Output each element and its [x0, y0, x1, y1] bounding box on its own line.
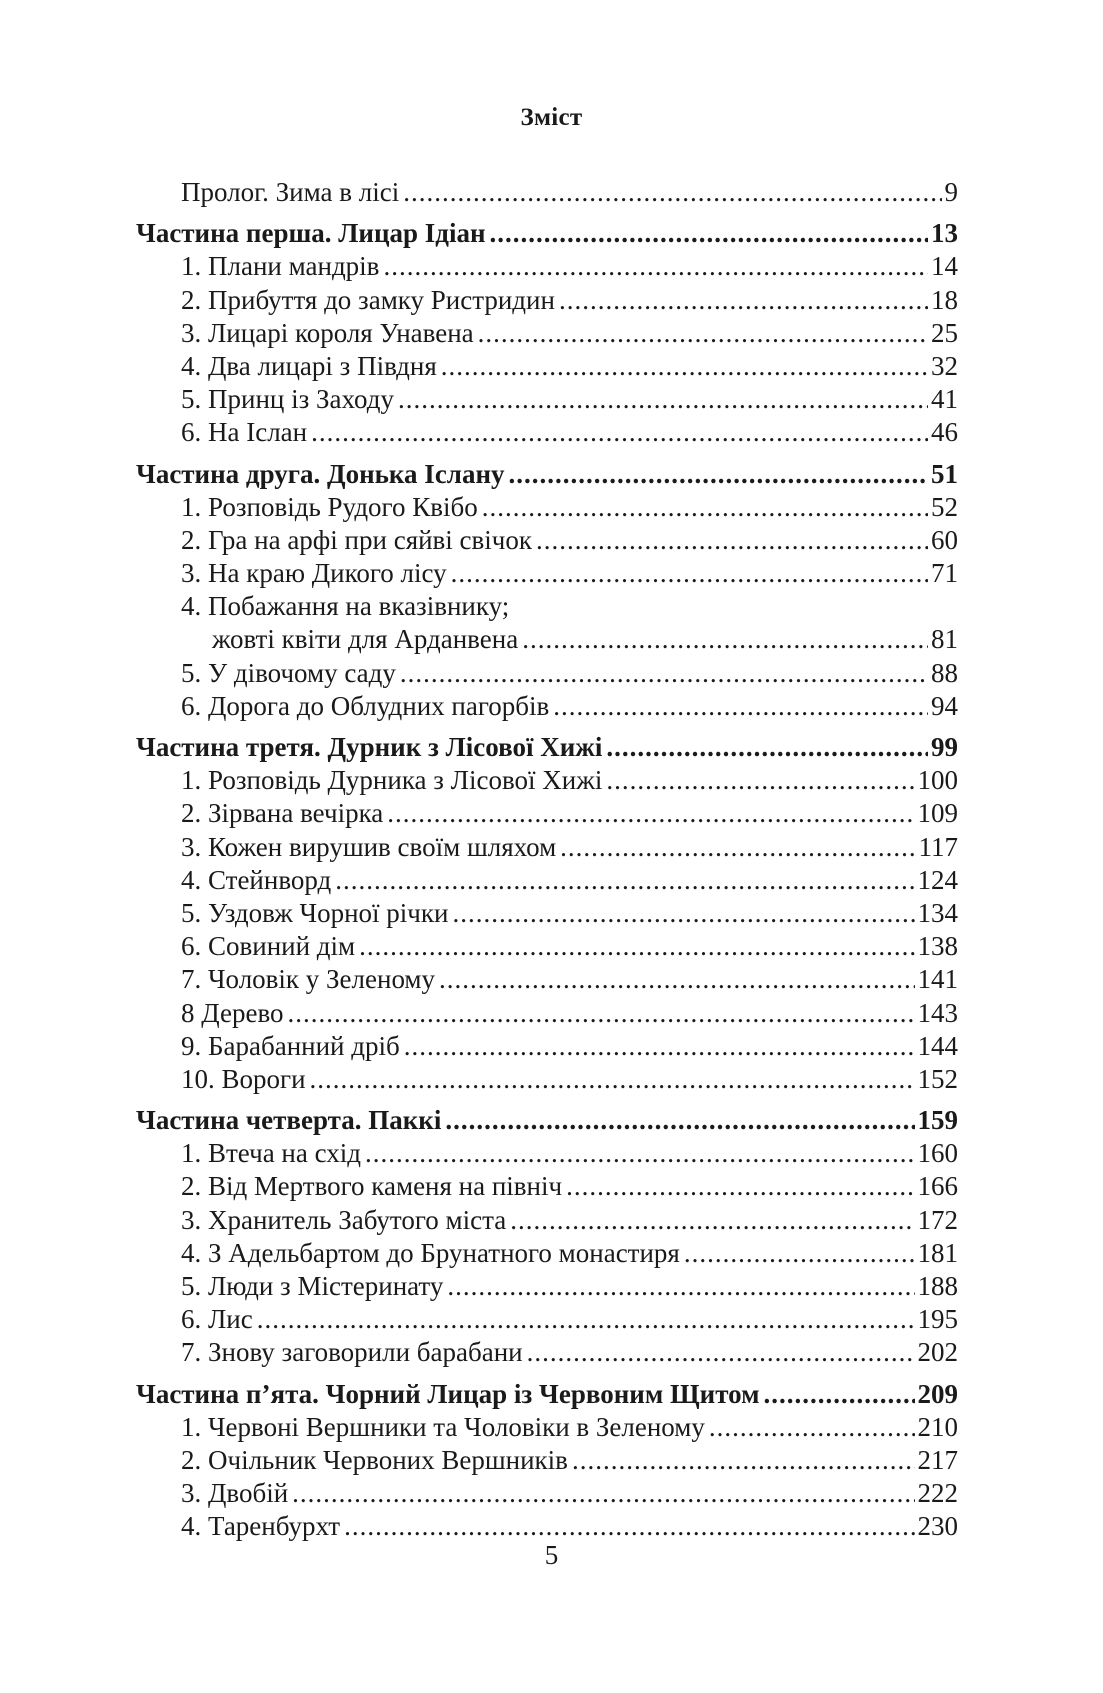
toc-part-label: Частина перша. Лицар Ідіан — [136, 218, 486, 249]
toc-entry — [136, 1510, 958, 1543]
dot-leader — [257, 1303, 915, 1336]
toc-part-label: Частина друга. Донька Іслану — [136, 458, 505, 489]
dot-leader — [606, 731, 928, 764]
toc-entry-label: 9. Барабанний дріб — [181, 1030, 400, 1061]
toc-entry-page: 138 — [917, 931, 958, 962]
toc-entry-label: 7. Знову заговорили барабани — [181, 1337, 523, 1368]
page-title: Зміст — [520, 104, 583, 131]
toc-part-page: 159 — [917, 1105, 958, 1136]
toc-entry-page: 32 — [931, 350, 958, 381]
toc-entry-page: 14 — [931, 251, 958, 282]
toc-entry — [136, 1063, 958, 1096]
toc-entry-page: 109 — [917, 798, 958, 829]
dot-leader — [439, 963, 914, 996]
toc-entry-label: Пролог. Зима в лісі — [181, 177, 400, 207]
dot-leader — [447, 1270, 914, 1303]
dot-leader — [606, 764, 914, 797]
toc-entry-label: 7. Чоловік у Зеленому — [181, 964, 436, 995]
toc-entry — [136, 1204, 958, 1237]
toc-entry-label: 4. Побажання на вказівнику; — [181, 591, 510, 622]
dot-leader — [482, 491, 928, 524]
dot-leader — [709, 1411, 915, 1444]
toc-entry-label: 1. Розповідь Рудого Квібо — [181, 491, 478, 522]
toc-part-page: 209 — [917, 1378, 958, 1409]
toc-entry — [136, 590, 958, 623]
dot-leader — [292, 1477, 914, 1510]
dot-leader — [478, 317, 928, 350]
toc-entry-label: 5. У дівочому саду — [181, 657, 396, 688]
dot-leader — [335, 864, 914, 897]
dot-leader — [383, 250, 928, 283]
toc-entry — [136, 897, 958, 930]
toc-entry-page: 60 — [931, 524, 958, 555]
toc-entry-label: 3. Лицарі короля Унавена — [181, 317, 474, 348]
toc-entry — [136, 1137, 958, 1170]
toc-entry-page: 144 — [917, 1030, 958, 1061]
toc-entry-prologue — [136, 176, 958, 209]
toc-entry-label: 2. Очільник Червоних Вершників — [181, 1444, 568, 1475]
dot-leader — [510, 1204, 914, 1237]
dot-leader — [536, 524, 928, 557]
dot-leader — [404, 1030, 915, 1063]
dot-leader — [559, 284, 928, 317]
toc-entry — [136, 997, 958, 1030]
toc-part-1 — [136, 217, 958, 250]
toc-entry-label: 6. На Іслан — [181, 417, 308, 448]
toc-entry-page: 81 — [931, 624, 958, 655]
toc-entry-label: 3. На краю Дикого лісу — [181, 558, 447, 589]
dot-leader — [365, 1137, 915, 1170]
toc-part-page: 13 — [931, 218, 958, 249]
toc-entry — [136, 864, 958, 897]
toc-entry — [136, 284, 958, 317]
toc-entry-continuation — [136, 623, 958, 656]
toc-part-2 — [136, 458, 958, 491]
toc-entry-label: 4. Таренбурхт — [181, 1511, 341, 1542]
toc-entry — [136, 524, 958, 557]
toc-entry-label: 5. Люди з Містеринату — [181, 1271, 444, 1301]
dot-leader — [441, 350, 928, 383]
toc-entry-label: 1. Плани мандрів — [181, 251, 380, 282]
toc-entry-page: 172 — [917, 1204, 958, 1235]
dot-leader — [310, 1063, 915, 1096]
toc-entry — [136, 797, 958, 830]
toc-entry — [136, 1270, 958, 1303]
toc-part-5 — [136, 1378, 958, 1411]
toc-entry-page: 88 — [931, 657, 958, 688]
toc-entry-page: 71 — [931, 558, 958, 589]
toc-entry — [136, 1477, 958, 1510]
toc-entry-page: 100 — [917, 765, 958, 796]
dot-leader — [387, 797, 914, 830]
dot-leader — [684, 1237, 915, 1270]
dot-leader — [572, 1444, 915, 1477]
toc-part-label: Частина п’ята. Чорний Лицар із Червоним Щитом — [136, 1378, 760, 1409]
toc-entry — [136, 1303, 958, 1336]
dot-leader — [445, 1104, 914, 1137]
dot-leader — [490, 217, 929, 250]
dot-leader — [553, 690, 928, 723]
toc-entry — [136, 930, 958, 963]
toc-entry-label: 6. Дорога до Облудних пагорбів — [181, 690, 550, 721]
dot-leader — [311, 416, 928, 449]
toc-entry-label: 1. Розповідь Дурника з Лісової Хижі — [181, 765, 603, 796]
toc-entry — [136, 350, 958, 383]
toc-part-4 — [136, 1104, 958, 1137]
dot-leader — [288, 997, 915, 1030]
dot-leader — [398, 383, 928, 416]
dot-leader — [403, 176, 941, 209]
toc-entry-label: 4. Стейнворд — [181, 864, 332, 895]
toc-entry — [136, 1030, 958, 1063]
toc-entry — [136, 317, 958, 350]
toc-entry-page: 230 — [917, 1511, 958, 1542]
toc-entry-page: 41 — [931, 384, 958, 415]
toc-entry-label: 3. Двобій — [181, 1478, 289, 1509]
dot-leader — [560, 831, 915, 864]
toc-entry-label: 1. Червоні Вершники та Чоловіки в Зеленому — [181, 1411, 705, 1442]
page-number: 5 — [544, 1540, 559, 1570]
toc-entry-page: 46 — [931, 417, 958, 448]
dot-leader — [400, 657, 928, 690]
toc-entry-page: 181 — [917, 1237, 958, 1268]
toc-entry — [136, 250, 958, 283]
toc-entry — [136, 831, 958, 864]
toc-entry-label: 1. Втеча на схід — [181, 1138, 361, 1169]
toc-entry-page: 188 — [917, 1271, 958, 1301]
toc-entry-page: 94 — [931, 690, 958, 721]
toc-part-page: 99 — [931, 732, 958, 762]
toc-entry-page: 217 — [917, 1444, 958, 1475]
toc-entry — [136, 764, 958, 797]
toc-entry-label: 6. Совиний дім — [181, 931, 356, 962]
toc-entry — [136, 491, 958, 524]
dot-leader — [344, 1510, 914, 1543]
toc-entry-page: 52 — [931, 491, 958, 522]
toc-entry-label: 8 Дерево — [181, 997, 284, 1028]
dot-leader — [527, 1336, 915, 1369]
toc-entry-label: 3. Кожен вирушив своїм шляхом — [181, 831, 557, 862]
toc-part-page: 51 — [931, 458, 958, 489]
toc-entry — [136, 657, 958, 690]
toc-entry-page: 124 — [917, 864, 958, 895]
toc-entry-label: 4. З Адельбартом до Брунатного монастиря — [181, 1237, 680, 1268]
toc-entry-label: 2. Гра на арфі при сяйві свічок — [181, 524, 532, 555]
toc-entry-label: 2. Зірвана вечірка — [181, 798, 384, 829]
toc-entry-page: 160 — [917, 1138, 958, 1169]
toc-entry — [136, 963, 958, 996]
toc-entry-page: 222 — [917, 1478, 958, 1509]
toc-entry-label: 5. Принц із Заходу — [181, 384, 394, 415]
toc-entry — [136, 1237, 958, 1270]
toc-part-3 — [136, 731, 958, 764]
toc-part-label: Частина третя. Дурник з Лісової Хижі — [136, 732, 603, 762]
toc-entry-label: 3. Хранитель Забутого міста — [181, 1204, 507, 1235]
toc-entry-page: 117 — [918, 831, 958, 862]
dot-leader — [359, 930, 914, 963]
toc-entry-page: 195 — [917, 1304, 958, 1335]
toc-entry-page: 210 — [917, 1411, 958, 1442]
toc-entry — [136, 690, 958, 723]
toc-entry-page: 202 — [917, 1337, 958, 1368]
dot-leader — [451, 557, 928, 590]
toc-entry-label: 10. Вороги — [181, 1063, 306, 1094]
toc-entry-label: 2. Прибуття до замку Ристридин — [181, 284, 555, 315]
toc-entry-page: 134 — [917, 897, 958, 928]
toc-entry-label: 6. Лис — [181, 1304, 253, 1335]
toc-entry-label: 2. Від Мертвого каменя на північ — [181, 1171, 563, 1202]
toc-entry — [136, 1336, 958, 1369]
toc-entry — [136, 1444, 958, 1477]
toc-entry-label: 4. Два лицарі з Півдня — [181, 350, 437, 381]
toc-entry — [136, 557, 958, 590]
toc-entry-page: 25 — [931, 317, 958, 348]
dot-leader — [522, 623, 928, 656]
dot-leader — [566, 1170, 914, 1203]
toc-entry — [136, 1411, 958, 1444]
toc-entry-page: 18 — [931, 284, 958, 315]
toc-entry-label: жовті квіти для Арданвена — [212, 624, 519, 655]
table-of-contents — [136, 176, 958, 1544]
toc-entry-page: 166 — [917, 1171, 958, 1202]
toc-entry — [136, 1170, 958, 1203]
toc-entry — [136, 416, 958, 449]
toc-entry-page: 141 — [917, 964, 958, 995]
toc-entry — [136, 383, 958, 416]
toc-entry-label: 5. Уздовж Чорної річки — [181, 897, 449, 928]
dot-leader — [509, 458, 928, 491]
toc-entry-page: 143 — [917, 997, 958, 1028]
toc-entry-page: 152 — [917, 1063, 958, 1094]
toc-entry-page: 9 — [944, 177, 958, 207]
toc-part-label: Частина четверта. Паккі — [136, 1105, 442, 1136]
dot-leader — [452, 897, 914, 930]
dot-leader — [763, 1378, 914, 1411]
